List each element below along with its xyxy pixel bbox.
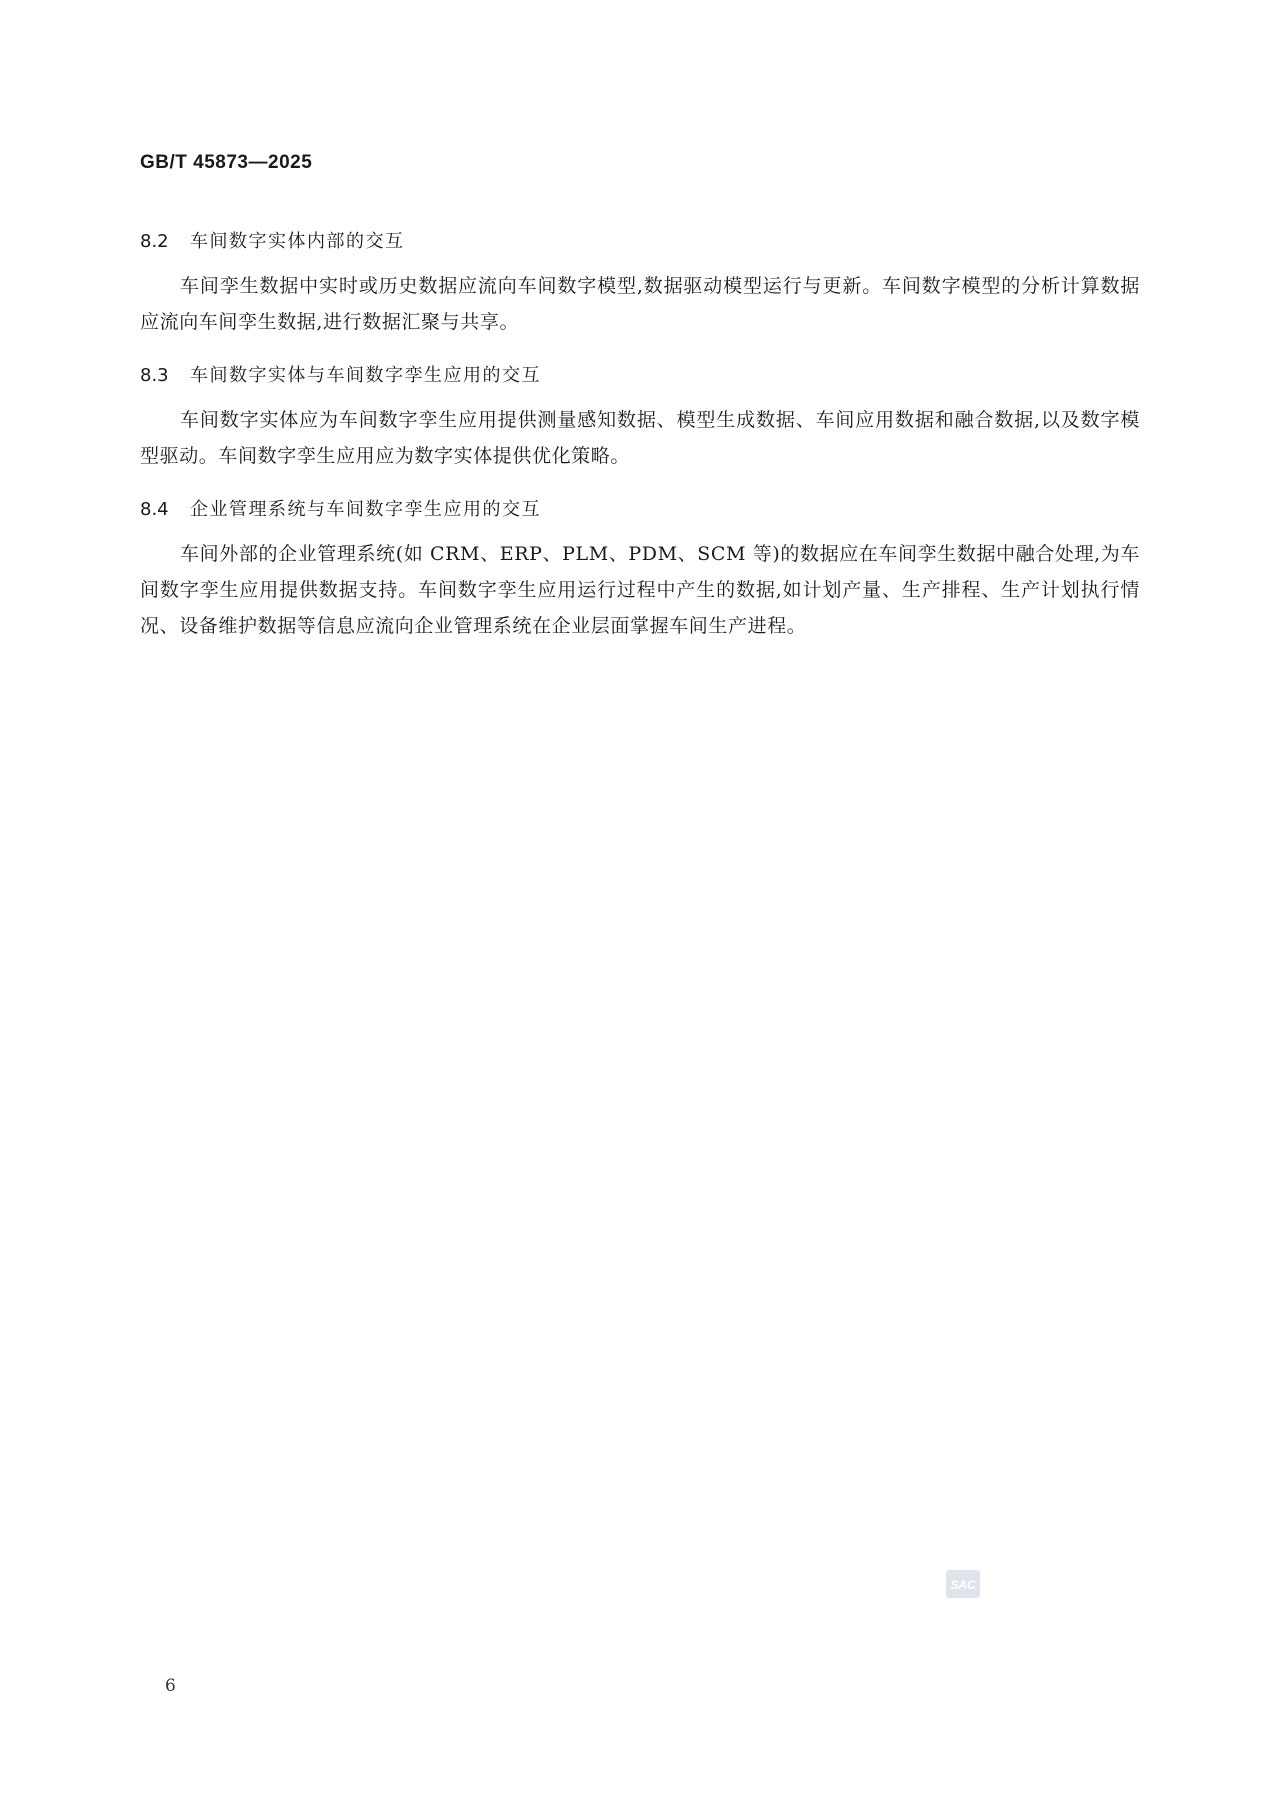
section-number: 8.4 [140,499,169,520]
section-heading [140,364,1140,388]
section-title: 车间数字实体与车间数字孪生应用的交互 [190,365,541,386]
section-number: 8.2 [140,231,169,252]
section-paragraph: 车间孪生数据中实时或历史数据应流向车间数字模型,数据驱动模型运行与更新。车间数字模型的分析计算数据应流向车间孪生数据,进行数据汇聚与共享。 [140,275,1140,333]
sac-watermark-logo [946,1570,980,1598]
section-paragraph: 车间外部的企业管理系统(如 CRM、ERP、PLM、PDM、SCM 等)的数据应在车间孪生数据中融合处理,为车间数字孪生应用提供数据支持。车间数字孪生应用运行过程中产生的数据,如计划产量、生产排程、生产计划执行情况、设备维护数据等信息应流向企业管理系统在企业层面掌握车间生产进程。 [140,543,1140,637]
section-8-2 [140,230,1140,340]
section-heading [140,230,1140,254]
section-number: 8.3 [140,365,169,386]
page-number: 6 [165,1676,176,1696]
section-8-3 [140,364,1140,474]
section-8-4 [140,498,1140,644]
standard-code: GB/T 45873—2025 [140,152,313,173]
section-paragraph: 车间数字实体应为车间数字孪生应用提供测量感知数据、模型生成数据、车间应用数据和融合数据,以及数字模型驱动。车间数字孪生应用应为数字实体提供优化策略。 [140,409,1140,467]
section-title: 企业管理系统与车间数字孪生应用的交互 [190,499,541,520]
section-heading [140,498,1140,522]
watermark-text: SAC [950,1578,976,1592]
section-title: 车间数字实体内部的交互 [190,231,405,252]
